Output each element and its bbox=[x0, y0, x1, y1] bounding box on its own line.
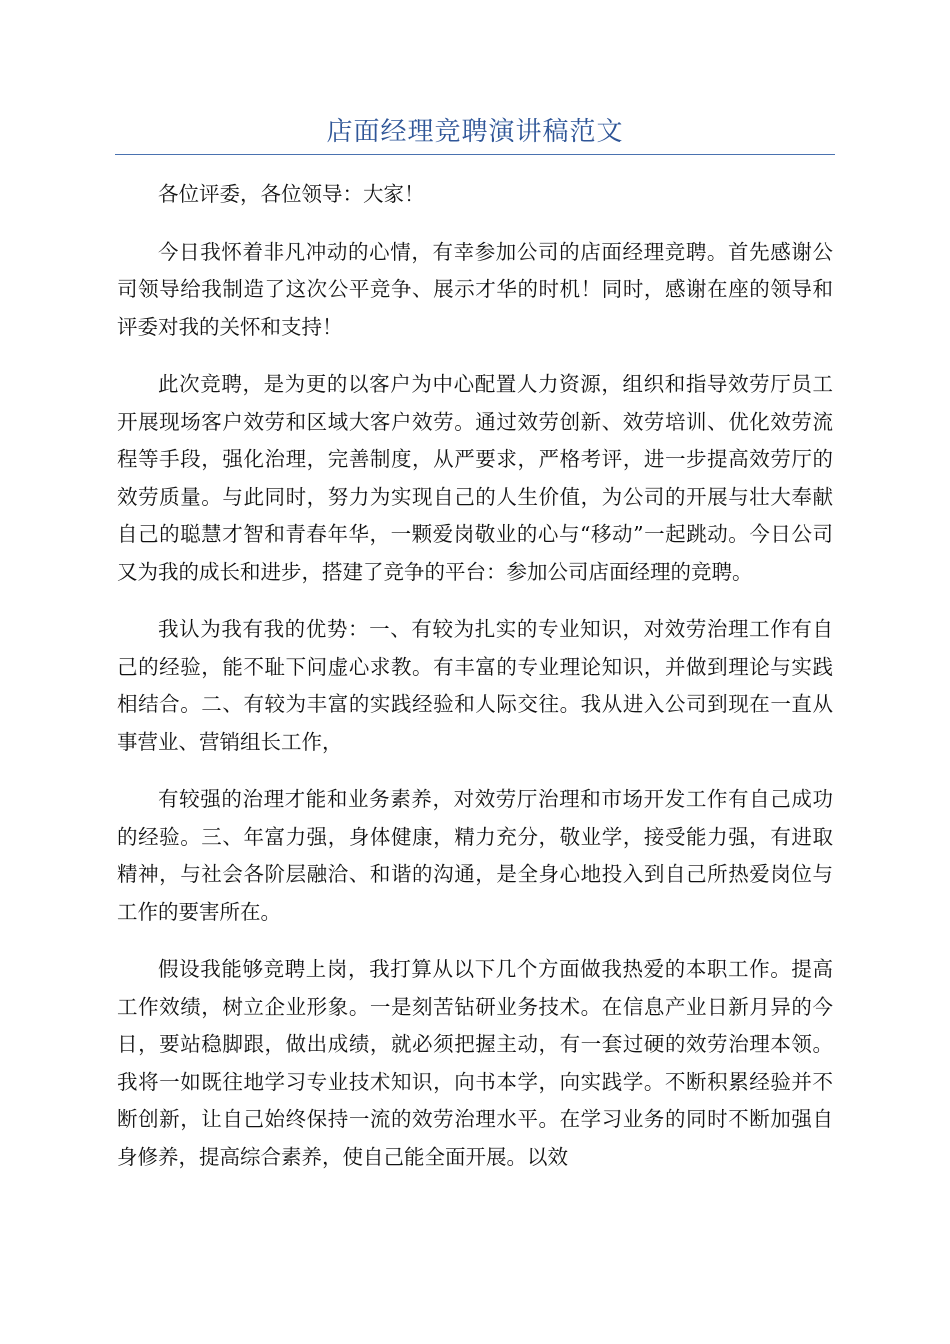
paragraph-advantages: 我认为我有我的优势：一、有较为扎实的专业知识，对效劳治理工作有自己的经验，能不耻下问虚心求教。有丰富的专业理论知识，并做到理论与实践相结合。二、有较为丰富的实践经验和人际交往。我从进入公司到现在一直从事营业、营销组长工作， bbox=[117, 617, 833, 754]
document-body bbox=[117, 176, 833, 1196]
paragraph-opening: 今日我怀着非凡冲动的心情，有幸参加公司的店面经理竞聘。首先感谢公司领导给我制造了这次公平竞争、展示才华的时机！同时，感谢在座的领导和评委对我的关怀和支持！ bbox=[117, 239, 833, 339]
paragraph-plan: 假设我能够竞聘上岗，我打算从以下几个方面做我热爱的本职工作。提高工作效绩，树立企业形象。一是刻苦钻研业务技术。在信息产业日新月异的今日，要站稳脚跟，做出成绩，就必须把握主动，有一套过硬的效劳治理本领。我将一如既往地学习专业技术知识，向书本学，向实践学。不断积累经验并不断创新，让自己始终保持一流的效劳治理水平。在学习业务的同时不断加强自身修养，提高综合素养，使自己能全面开展。以效 bbox=[117, 957, 833, 1169]
title-underline-divider bbox=[115, 154, 835, 155]
paragraph-abilities: 有较强的治理才能和业务素养，对效劳厅治理和市场开发工作有自己成功的经验。三、年富力强，身体健康，精力充分，敬业学，接受能力强，有进取精神，与社会各阶层融洽、和谐的沟通，是全身心地投入到自己所热爱岗位与工作的要害所在。 bbox=[117, 787, 833, 924]
paragraph-purpose: 此次竞聘，是为更的以客户为中心配置人力资源，组织和指导效劳厅员工开展现场客户效劳和区域大客户效劳。通过效劳创新、效劳培训、优化效劳流程等手段，强化治理，完善制度，从严要求，严格考评，进一步提高效劳厅的效劳质量。与此同时，努力为实现自己的人生价值，为公司的开展与壮大奉献自己的聪慧才智和青春年华，一颗爱岗敬业的心与“移动”一起跳动。今日公司又为我的成长和进步，搭建了竞争的平台：参加公司店面经理的竞聘。 bbox=[117, 372, 833, 584]
document-title: 店面经理竞聘演讲稿范文 bbox=[326, 117, 624, 147]
paragraph-greeting: 各位评委，各位领导：大家！ bbox=[158, 182, 425, 206]
